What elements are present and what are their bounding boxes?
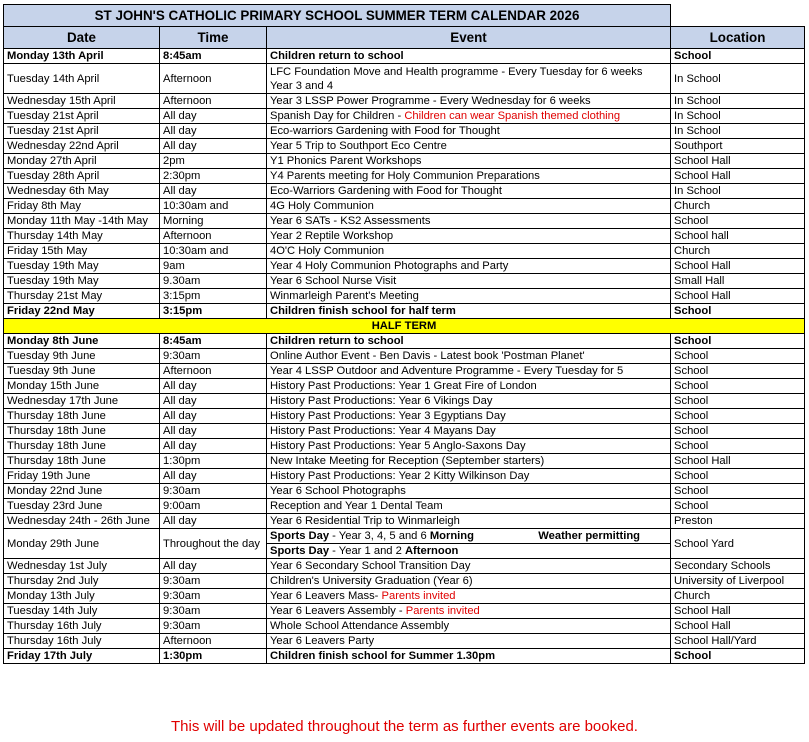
- event-text: Year 5 Trip to Southport Eco Centre: [270, 140, 447, 152]
- date-cell: Thursday 2nd July: [4, 574, 160, 589]
- calendar-sheet: [3, 4, 804, 664]
- sports-day-row: [4, 529, 805, 559]
- event-cell: [267, 379, 671, 394]
- event-cell: [267, 559, 671, 574]
- date-cell: Thursday 16th July: [4, 634, 160, 649]
- time-cell: All day: [160, 139, 267, 154]
- table-row: [4, 649, 805, 664]
- time-cell: All day: [160, 379, 267, 394]
- event-cell: [267, 64, 671, 94]
- time-cell: 10:30am and: [160, 244, 267, 259]
- table-row: [4, 259, 805, 274]
- time-cell: 9:30am: [160, 589, 267, 604]
- event-text: Year 6 School Photographs: [270, 485, 406, 497]
- sports-detail: - Year 3, 4, 5 and 6: [329, 530, 430, 542]
- location-cell: Southport: [671, 139, 805, 154]
- table-row: [4, 424, 805, 439]
- location-cell: School hall: [671, 229, 805, 244]
- event-cell: [267, 409, 671, 424]
- event-cell: [267, 304, 671, 319]
- location-cell: School Hall: [671, 619, 805, 634]
- event-text: Year 6 Leavers Mass-: [270, 590, 382, 602]
- event-cell: [267, 469, 671, 484]
- time-cell: All day: [160, 514, 267, 529]
- event-text: History Past Productions: Year 2 Kitty Wilkinson Day: [270, 470, 530, 482]
- date-cell: Monday 22nd June: [4, 484, 160, 499]
- event-text: New Intake Meeting for Reception (September starters): [270, 455, 545, 467]
- table-row: [4, 244, 805, 259]
- location-cell: School: [671, 499, 805, 514]
- event-cell: [267, 184, 671, 199]
- event-text: Year 6 Residential Trip to Winmarleigh: [270, 515, 460, 527]
- date-cell: Thursday 16th July: [4, 619, 160, 634]
- event-text: Year 6 Leavers Party: [270, 635, 375, 647]
- event-cell: [267, 649, 671, 664]
- time-cell: Morning: [160, 214, 267, 229]
- time-cell: Throughout the day: [160, 529, 267, 559]
- event-text: Year 6 SATs - KS2 Assessments: [270, 215, 431, 227]
- event-cell: [267, 109, 671, 124]
- time-cell: 3:15pm: [160, 304, 267, 319]
- event-text: Year 2 Reptile Workshop: [270, 230, 394, 242]
- event-cell: [267, 634, 671, 649]
- date-cell: Wednesday 15th April: [4, 94, 160, 109]
- table-row: [4, 499, 805, 514]
- date-cell: Monday 11th May -14th May: [4, 214, 160, 229]
- event-cell: [267, 124, 671, 139]
- event-text: Eco-Warriors Gardening with Food for Thought: [270, 185, 502, 197]
- half-term-row: [4, 319, 805, 334]
- page-title: ST JOHN'S CATHOLIC PRIMARY SCHOOL SUMMER TERM CALENDAR 2026: [4, 5, 671, 27]
- event-cell: [267, 214, 671, 229]
- event-text: Eco-warriors Gardening with Food for Thought: [270, 125, 500, 137]
- event-text: Year 6 School Nurse Visit: [270, 275, 397, 287]
- table-row: [4, 514, 805, 529]
- location-cell: School Yard: [671, 529, 805, 559]
- table-row: [4, 589, 805, 604]
- calendar-table: [3, 4, 805, 664]
- time-cell: All day: [160, 184, 267, 199]
- time-cell: Afternoon: [160, 229, 267, 244]
- location-cell: School: [671, 349, 805, 364]
- date-cell: Tuesday 9th June: [4, 364, 160, 379]
- table-row: [4, 574, 805, 589]
- event-cell: [267, 334, 671, 349]
- time-cell: 9:30am: [160, 349, 267, 364]
- date-cell: Tuesday 28th April: [4, 169, 160, 184]
- date-cell: Wednesday 22nd April: [4, 139, 160, 154]
- event-text: Reception and Year 1 Dental Team: [270, 500, 443, 512]
- table-row: [4, 94, 805, 109]
- event-cell: [267, 139, 671, 154]
- location-cell: School Hall: [671, 454, 805, 469]
- event-text: Children finish school for Summer 1.30pm: [270, 650, 496, 662]
- location-cell: School: [671, 649, 805, 664]
- event-cell: [267, 169, 671, 184]
- table-row: [4, 604, 805, 619]
- event-text: Year 6 Secondary School Transition Day: [270, 560, 471, 572]
- footer-note: This will be updated throughout the term as further events are booked.: [171, 718, 638, 735]
- event-text: Year 4 Holy Communion Photographs and Party: [270, 260, 509, 272]
- event-text: Spanish Day for Children -: [270, 110, 405, 122]
- time-cell: All day: [160, 469, 267, 484]
- time-cell: 9:00am: [160, 499, 267, 514]
- time-cell: 1:30pm: [160, 454, 267, 469]
- event-text: History Past Productions: Year 6 Vikings Day: [270, 395, 493, 407]
- table-row: [4, 64, 805, 94]
- event-cell: [267, 229, 671, 244]
- event-cell: [267, 499, 671, 514]
- event-text: Y4 Parents meeting for Holy Communion Preparations: [270, 170, 540, 182]
- time-cell: 3:15pm: [160, 289, 267, 304]
- table-row: [4, 124, 805, 139]
- table-row: [4, 49, 805, 64]
- event-text: 4O'C Holy Communion: [270, 245, 385, 257]
- time-cell: Afternoon: [160, 634, 267, 649]
- date-cell: Wednesday 6th May: [4, 184, 160, 199]
- location-cell: In School: [671, 109, 805, 124]
- date-cell: Friday 19th June: [4, 469, 160, 484]
- column-header-event: Event: [267, 27, 671, 49]
- column-header-date: Date: [4, 27, 160, 49]
- date-cell: Monday 15th June: [4, 379, 160, 394]
- time-cell: All day: [160, 394, 267, 409]
- date-cell: Tuesday 21st April: [4, 124, 160, 139]
- event-cell: [267, 454, 671, 469]
- date-cell: Wednesday 24th - 26th June: [4, 514, 160, 529]
- sports-label: Sports Day: [270, 530, 330, 542]
- location-cell: School: [671, 424, 805, 439]
- date-cell: Friday 8th May: [4, 199, 160, 214]
- time-cell: 2pm: [160, 154, 267, 169]
- time-cell: Afternoon: [160, 364, 267, 379]
- date-cell: Friday 15th May: [4, 244, 160, 259]
- half-term-label: HALF TERM: [4, 319, 805, 334]
- event-cell: [267, 94, 671, 109]
- event-text: Y1 Phonics Parent Workshops: [270, 155, 422, 167]
- event-text: Winmarleigh Parent's Meeting: [270, 290, 419, 302]
- table-row: [4, 469, 805, 484]
- location-cell: School: [671, 364, 805, 379]
- event-text: Online Author Event - Ben Davis - Latest book 'Postman Planet': [270, 350, 585, 362]
- location-cell: Preston: [671, 514, 805, 529]
- table-row: [4, 454, 805, 469]
- date-cell: Friday 17th July: [4, 649, 160, 664]
- event-cell: [267, 49, 671, 64]
- event-cell: [267, 349, 671, 364]
- event-cell: [267, 589, 671, 604]
- event-subtext: Year 3 and 4: [270, 79, 334, 92]
- date-cell: Monday 27th April: [4, 154, 160, 169]
- event-text: Children finish school for half term: [270, 305, 456, 317]
- location-cell: School: [671, 409, 805, 424]
- title-blank-cell: [671, 5, 805, 27]
- date-cell: Thursday 18th June: [4, 439, 160, 454]
- event-cell: [267, 574, 671, 589]
- time-cell: 9am: [160, 259, 267, 274]
- event-text: History Past Productions: Year 5 Anglo-Saxons Day: [270, 440, 526, 452]
- event-cell: [267, 244, 671, 259]
- event-highlight: Parents invited: [381, 590, 456, 602]
- date-cell: Wednesday 1st July: [4, 559, 160, 574]
- time-cell: 10:30am and: [160, 199, 267, 214]
- table-row: [4, 439, 805, 454]
- table-row: [4, 109, 805, 124]
- table-row: [4, 619, 805, 634]
- location-cell: School Hall/Yard: [671, 634, 805, 649]
- column-header-time: Time: [160, 27, 267, 49]
- sports-label: Sports Day: [270, 545, 330, 557]
- table-row: [4, 199, 805, 214]
- table-row: [4, 154, 805, 169]
- event-cell: [267, 289, 671, 304]
- weather-note: Weather permitting: [538, 530, 641, 542]
- location-cell: Small Hall: [671, 274, 805, 289]
- location-cell: Secondary Schools: [671, 559, 805, 574]
- time-cell: All day: [160, 124, 267, 139]
- location-cell: School Hall: [671, 289, 805, 304]
- location-cell: School Hall: [671, 604, 805, 619]
- event-text: Children return to school: [270, 50, 404, 62]
- location-cell: School: [671, 394, 805, 409]
- date-cell: Tuesday 14th April: [4, 64, 160, 94]
- location-cell: Church: [671, 199, 805, 214]
- event-cell: [267, 529, 671, 559]
- date-cell: Thursday 18th June: [4, 454, 160, 469]
- location-cell: In School: [671, 124, 805, 139]
- date-cell: Tuesday 19th May: [4, 274, 160, 289]
- event-cell: [267, 259, 671, 274]
- time-cell: All day: [160, 559, 267, 574]
- sports-session: Morning: [429, 530, 474, 542]
- location-cell: In School: [671, 64, 805, 94]
- time-cell: 9:30am: [160, 484, 267, 499]
- event-cell: [267, 154, 671, 169]
- date-cell: Tuesday 9th June: [4, 349, 160, 364]
- date-cell: Wednesday 17th June: [4, 394, 160, 409]
- date-cell: Tuesday 23rd June: [4, 499, 160, 514]
- event-text: History Past Productions: Year 3 Egyptians Day: [270, 410, 506, 422]
- location-cell: School Hall: [671, 154, 805, 169]
- date-cell: Tuesday 19th May: [4, 259, 160, 274]
- table-row: [4, 274, 805, 289]
- event-cell: [267, 619, 671, 634]
- date-cell: Monday 8th June: [4, 334, 160, 349]
- date-cell: Monday 13th July: [4, 589, 160, 604]
- table-row: [4, 184, 805, 199]
- sports-detail: - Year 1 and 2: [329, 545, 405, 557]
- column-header-location: Location: [671, 27, 805, 49]
- event-text: Year 4 LSSP Outdoor and Adventure Programme - Every Tuesday for 5: [270, 365, 624, 377]
- event-cell: [267, 394, 671, 409]
- location-cell: School: [671, 484, 805, 499]
- table-row: [4, 379, 805, 394]
- event-text: Children's University Graduation (Year 6): [270, 575, 473, 587]
- date-cell: Tuesday 14th July: [4, 604, 160, 619]
- time-cell: Afternoon: [160, 94, 267, 109]
- date-cell: Monday 13th April: [4, 49, 160, 64]
- event-text: Whole School Attendance Assembly: [270, 620, 450, 632]
- event-text: LFC Foundation Move and Health programme - Every Tuesday for 6 weeks: [270, 65, 643, 78]
- table-row: [4, 409, 805, 424]
- date-cell: Monday 29th June: [4, 529, 160, 559]
- table-row: [4, 169, 805, 184]
- event-text: Year 6 Leavers Assembly -: [270, 605, 406, 617]
- table-row: [4, 349, 805, 364]
- event-cell: [267, 424, 671, 439]
- table-row: [4, 289, 805, 304]
- event-text: History Past Productions: Year 4 Mayans Day: [270, 425, 496, 437]
- sports-line-1: [267, 529, 670, 543]
- date-cell: Friday 22nd May: [4, 304, 160, 319]
- time-cell: 9:30am: [160, 619, 267, 634]
- sports-line-2: [267, 543, 670, 558]
- event-cell: [267, 514, 671, 529]
- event-text: 4G Holy Communion: [270, 200, 374, 212]
- location-cell: School: [671, 379, 805, 394]
- location-cell: School: [671, 439, 805, 454]
- event-highlight: Children can wear Spanish themed clothing: [404, 110, 621, 122]
- time-cell: 8:45am: [160, 49, 267, 64]
- event-text: Year 3 LSSP Power Programme - Every Wednesday for 6 weeks: [270, 95, 591, 107]
- location-cell: School Hall: [671, 259, 805, 274]
- location-cell: School: [671, 214, 805, 229]
- location-cell: School Hall: [671, 169, 805, 184]
- time-cell: All day: [160, 109, 267, 124]
- event-cell: [267, 364, 671, 379]
- time-cell: 8:45am: [160, 334, 267, 349]
- location-cell: University of Liverpool: [671, 574, 805, 589]
- event-cell: [267, 604, 671, 619]
- date-cell: Thursday 14th May: [4, 229, 160, 244]
- time-cell: All day: [160, 409, 267, 424]
- table-row: [4, 334, 805, 349]
- table-row: [4, 559, 805, 574]
- table-row: [4, 139, 805, 154]
- event-cell: [267, 199, 671, 214]
- sports-session: Afternoon: [404, 545, 459, 557]
- date-cell: Thursday 18th June: [4, 424, 160, 439]
- table-row: [4, 229, 805, 244]
- event-cell: [267, 484, 671, 499]
- location-cell: In School: [671, 94, 805, 109]
- table-row: [4, 484, 805, 499]
- event-text: Children return to school: [270, 335, 404, 347]
- time-cell: 2:30pm: [160, 169, 267, 184]
- event-cell: [267, 274, 671, 289]
- time-cell: 9:30am: [160, 574, 267, 589]
- time-cell: Afternoon: [160, 64, 267, 94]
- location-cell: In School: [671, 184, 805, 199]
- event-cell: [267, 439, 671, 454]
- location-cell: School: [671, 304, 805, 319]
- table-row: [4, 394, 805, 409]
- location-cell: School: [671, 334, 805, 349]
- time-cell: 9:30am: [160, 604, 267, 619]
- table-row: [4, 304, 805, 319]
- table-row: [4, 634, 805, 649]
- time-cell: All day: [160, 424, 267, 439]
- location-cell: School: [671, 469, 805, 484]
- date-cell: Thursday 18th June: [4, 409, 160, 424]
- location-cell: Church: [671, 244, 805, 259]
- time-cell: All day: [160, 439, 267, 454]
- time-cell: 1:30pm: [160, 649, 267, 664]
- location-cell: School: [671, 49, 805, 64]
- location-cell: Church: [671, 589, 805, 604]
- table-row: [4, 214, 805, 229]
- date-cell: Thursday 21st May: [4, 289, 160, 304]
- date-cell: Tuesday 21st April: [4, 109, 160, 124]
- event-highlight: Parents invited: [405, 605, 480, 617]
- event-text: History Past Productions: Year 1 Great Fire of London: [270, 380, 537, 392]
- table-row: [4, 364, 805, 379]
- time-cell: 9.30am: [160, 274, 267, 289]
